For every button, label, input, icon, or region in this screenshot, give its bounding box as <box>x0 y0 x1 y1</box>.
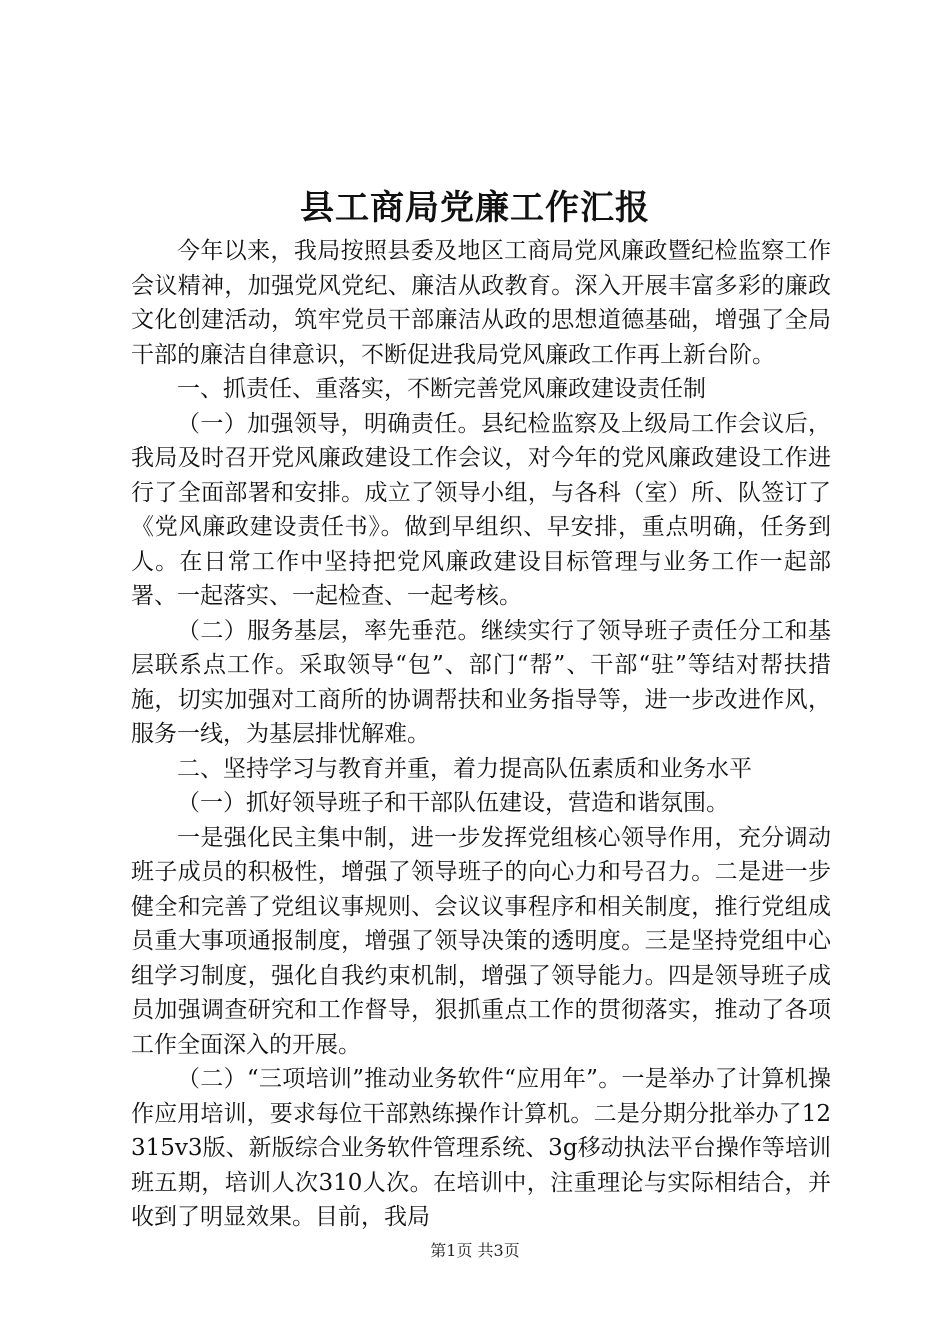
paragraph-1-2: （二）服务基层，率先垂范。继续实行了领导班子责任分工和基层联系点工作。采取领导“包”、部门“帮”、干部“驻”等结对帮扶措施，切实加强对工商所的协调帮扶和业务指导等，进一步改进作风，服务一线，为基层排忧解难。 <box>131 617 831 747</box>
paragraph-intro: 今年以来，我局按照县委及地区工商局党风廉政暨纪检监察工作会议精神，加强党风党纪、廉洁从政教育。深入开展丰富多彩的廉政文化创建活动，筑牢党员干部廉洁从政的思想道德基础，增强了全局干部的廉洁自律意识，不断促进我局党风廉政工作再上新台阶。 <box>131 238 831 368</box>
subheading-2-1: （一）抓好领导班子和干部队伍建设，营造和谐氛围。 <box>177 790 729 816</box>
section-heading-1: 一、抓责任、重落实，不断完善党风廉政建设责任制 <box>177 376 706 402</box>
paragraph-2-1: 一是强化民主集中制，进一步发挥党组核心领导作用，充分调动班子成员的积极性，增强了领导班子的向心力和号召力。二是进一步健全和完善了党组议事规则、会议议事程序和相关制度，推行党组成员重大事项通报制度，增强了领导决策的透明度。三是坚持党组中心组学习制度，强化自我约束机制，增强了领导能力。四是领导班子成员加强调查研究和工作督导，狠抓重点工作的贯彻落实，推动了各项工作全面深入的开展。 <box>131 824 831 1058</box>
paragraph-1-1: （一）加强领导，明确责任。县纪检监察及上级局工作会议后，我局及时召开党风廉政建设工作会议，对今年的党风廉政建设工作进行了全面部署和安排。成立了领导小组，与各科（室）所、队签订了《党风廉政建设责任书》。做到早组织、早安排，重点明确，任务到人。在日常工作中坚持把党风廉政建设目标管理与业务工作一起部署、一起落实、一起检查、一起考核。 <box>131 410 831 609</box>
document-title: 县工商局党廉工作汇报 <box>300 188 650 228</box>
paragraph-2-2: （二）“三项培训”推动业务软件“应用年”。一是举办了计算机操作应用培训，要求每位干部熟练操作计算机。二是分期分批举办了12315v3版、新版综合业务软件管理系统、3g移动执法平台操作等培训班五期，培训人次310人次。在培训中，注重理论与实际相结合，并收到了明显效果。目前，我局 <box>131 1066 831 1230</box>
section-heading-2: 二、坚持学习与教育并重，着力提高队伍素质和业务水平 <box>177 755 752 782</box>
page-number-footer: 第1页 共3页 <box>430 1241 520 1260</box>
document-body <box>131 234 831 1235</box>
